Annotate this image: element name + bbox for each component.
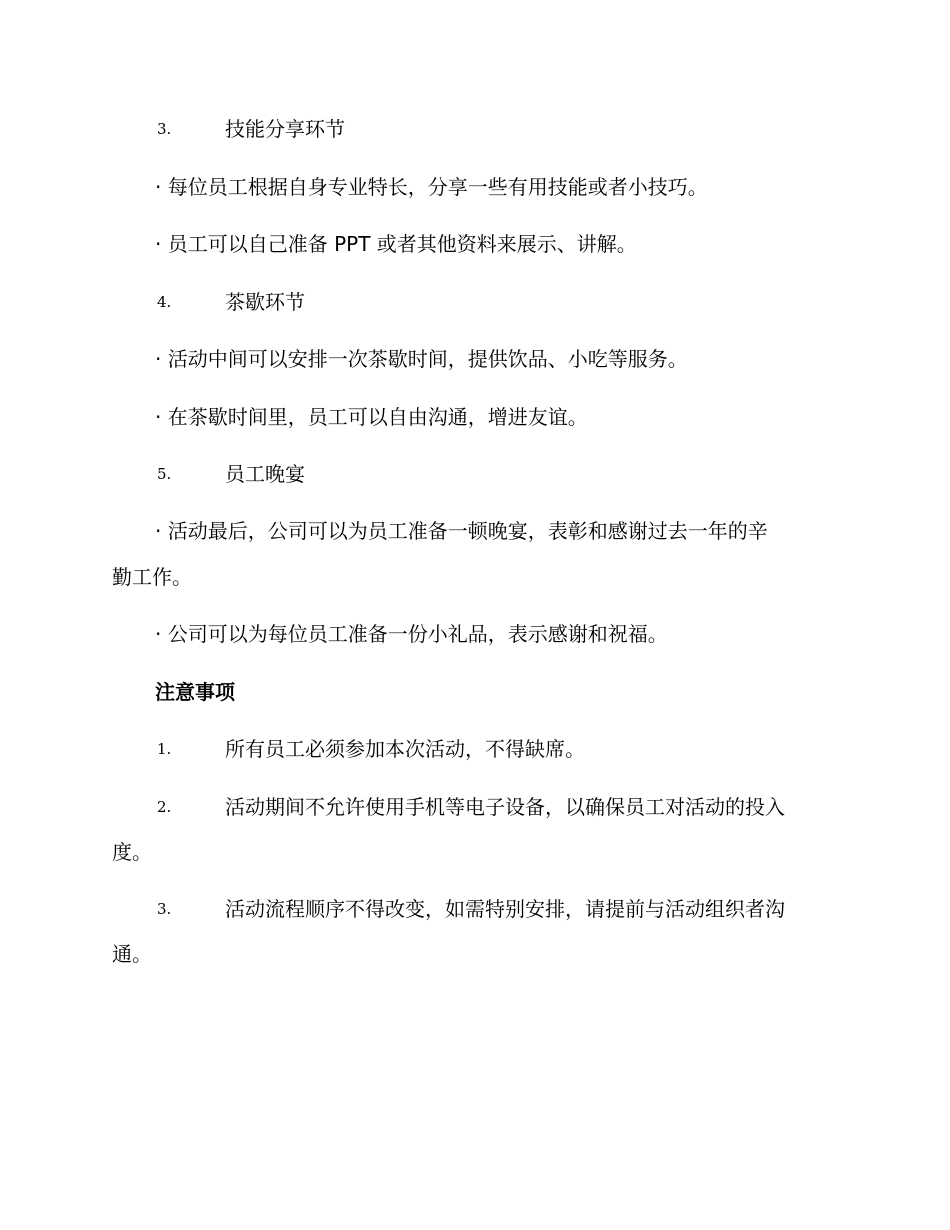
list-number: 2. [157, 798, 172, 816]
bullet-paragraph: · 活动最后，公司可以为员工准备一顿晚宴，表彰和感谢过去一年的辛 [155, 519, 768, 543]
bullet-paragraph-continuation: 勤工作。 [112, 565, 192, 589]
bullet-paragraph: · 员工可以自己准备 PPT 或者其他资料来展示、讲解。 [155, 232, 637, 256]
list-item-text: 活动流程顺序不得改变，如需特别安排，请提前与活动组织者沟 [225, 897, 785, 921]
list-item-title: 员工晚宴 [225, 462, 305, 486]
list-number: 4. [157, 293, 172, 311]
list-number: 3. [157, 120, 172, 138]
bullet-paragraph: · 活动中间可以安排一次茶歇时间，提供饮品、小吃等服务。 [155, 347, 688, 371]
bullet-paragraph: · 每位员工根据自身专业特长，分享一些有用技能或者小技巧。 [155, 175, 708, 199]
list-number: 3. [157, 900, 172, 918]
list-item-text: 活动期间不允许使用手机等电子设备，以确保员工对活动的投入 [225, 795, 785, 819]
section-heading: 注意事项 [155, 680, 235, 704]
bullet-paragraph: · 公司可以为每位员工准备一份小礼品，表示感谢和祝福。 [155, 622, 668, 646]
list-item-text: 所有员工必须参加本次活动，不得缺席。 [225, 737, 585, 761]
list-item-continuation: 度。 [112, 840, 152, 864]
list-item-continuation: 通。 [112, 942, 152, 966]
list-number: 5. [157, 465, 172, 483]
list-item-title: 技能分享环节 [225, 117, 345, 141]
list-number: 1. [157, 740, 172, 758]
bullet-paragraph: · 在茶歇时间里，员工可以自由沟通，增进友谊。 [155, 405, 588, 429]
list-item-title: 茶歇环节 [225, 290, 305, 314]
